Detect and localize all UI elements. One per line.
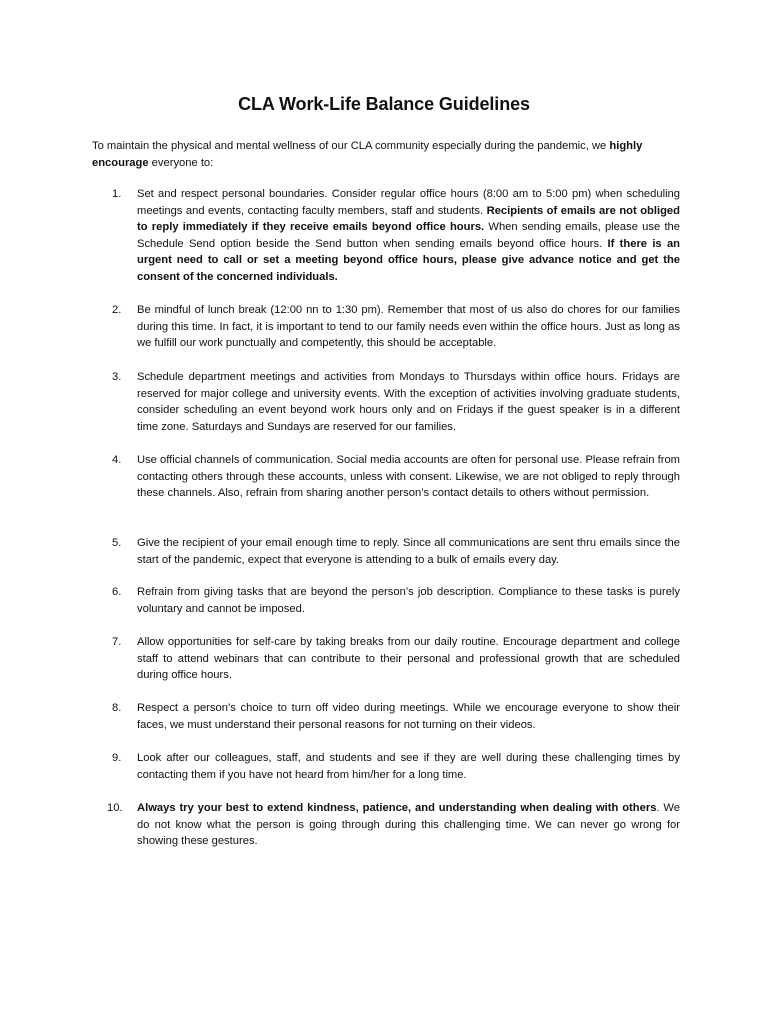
- intro-emphasis: highly encourage: [92, 140, 643, 169]
- guideline-text-segment: Respect a person’s choice to turn off video during meetings. While we encourage everyone to show their faces, we must understand their personal reasons for not turning on their videos.: [137, 702, 680, 731]
- guideline-text-segment: Use official channels of communication. Social media accounts are often for personal use. Please refrain from contacting others through these accounts, unless with consent. Likewise, we are not obliged to reply through these channels. Also, refrain from sharing another person’s contact details to others without permission.: [137, 454, 680, 499]
- guideline-text: [137, 800, 680, 850]
- document-title: CLA Work-Life Balance Guidelines: [238, 94, 530, 114]
- guideline-text-segment: . We do not know what the person is going through during this challenging time. We can never go wrong for showing these gestures.: [137, 802, 681, 847]
- guideline-text: [137, 452, 680, 502]
- intro-text-end: everyone to:: [148, 156, 214, 169]
- guideline-text: [137, 186, 680, 285]
- guideline-text-segment: Allow opportunities for self-care by taking breaks from our daily routine. Encourage department and college staff to attend webinars that can contribute to their personal and professional growth that are scheduled during office hours.: [137, 636, 680, 681]
- guideline-text-segment: Schedule department meetings and activities from Mondays to Thursdays within office hours. Fridays are reserved for major college and university events. With the exception of activities involving graduate students, consider scheduling an event beyond work hours only and on Fridays if the guest speaker is in a different time zone. Saturdays and Sundays are reserved for our families.: [137, 371, 680, 433]
- guideline-number: 6.: [112, 586, 122, 598]
- guideline-text-segment: Be mindful of lunch break (12:00 nn to 1:30 pm). Remember that most of us also do chores for our families during this time. In fact, it is important to tend to our family needs even within the office hours. Just as long as we fulfill our work punctually and competently, this should be acceptable.: [137, 304, 680, 349]
- guideline-text-segment: Set and respect personal boundaries. Consider regular office hours (8:00 am to 5:00 pm) when scheduling meetings and events, contacting faculty members, staff and students.: [137, 188, 680, 217]
- guideline-number: 10.: [107, 802, 123, 814]
- guideline-number: 4.: [112, 454, 122, 466]
- guideline-text-segment: When sending emails, please use the Schedule Send option beside the Send button when sending emails beyond office hours.: [137, 221, 680, 250]
- guideline-number: 9.: [112, 752, 122, 764]
- guideline-number: 8.: [112, 702, 122, 714]
- guideline-number: 3.: [112, 371, 122, 383]
- guideline-number: 5.: [112, 537, 122, 549]
- guideline-emphasis: If there is an urgent need to call or set a meeting beyond office hours, please give advance notice and get the consent of the concerned individuals.: [137, 237, 681, 283]
- guideline-text: [137, 302, 680, 352]
- guideline-text: [137, 700, 680, 733]
- intro-text: To maintain the physical and mental wellness of our CLA community especially during the pandemic, we: [92, 140, 610, 152]
- guideline-number: 7.: [112, 636, 122, 648]
- guideline-text: [137, 634, 680, 684]
- guideline-text-segment: Give the recipient of your email enough time to reply. Since all communications are sent thru emails since the start of the pandemic, expect that everyone is attending to a bulk of emails every day.: [137, 537, 680, 566]
- guideline-number: 1.: [112, 188, 122, 200]
- guideline-emphasis: Recipients of emails are not obliged to reply immediately if they receive emails beyond office hours.: [137, 204, 680, 233]
- guideline-text: [137, 369, 680, 435]
- guideline-emphasis: Always try your best to extend kindness, patience, and understanding when dealing with others: [137, 802, 657, 814]
- guideline-number: 2.: [112, 304, 122, 316]
- guideline-text: [137, 535, 680, 568]
- guideline-text-segment: Look after our colleagues, staff, and students and see if they are well during these challenging times by contacting them if you have not heard from him/her for a long time.: [137, 752, 680, 781]
- guideline-text-segment: Refrain from giving tasks that are beyond the person’s job description. Compliance to these tasks is purely voluntary and cannot be imposed.: [137, 586, 680, 615]
- guideline-text: [137, 584, 680, 617]
- intro-paragraph: [92, 138, 682, 171]
- guideline-text: [137, 750, 680, 783]
